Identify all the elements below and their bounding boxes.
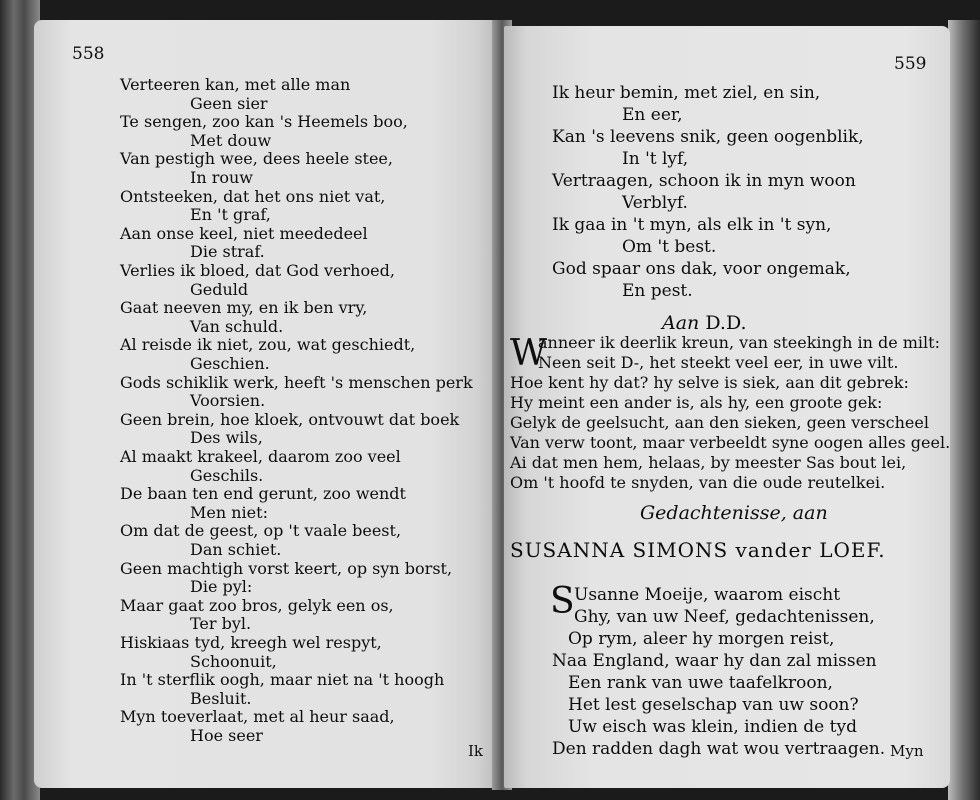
verse-line: In rouw [190, 168, 253, 187]
verse-line: Ik gaa in 't myn, als elk in 't syn, [552, 215, 832, 235]
verse-line: Ter byl. [190, 614, 252, 634]
verse-line: Men niet: [190, 502, 268, 522]
epigram-line: Neen seit D-, het steekt veel eer, in uwe vilt. [538, 353, 899, 372]
verse-line: En 't graf, [190, 205, 271, 225]
verse-line: Van schuld. [190, 316, 284, 336]
verse-line: Geschils. [190, 465, 264, 485]
drop-cap: W [510, 333, 548, 374]
verse-line: Geschien. [190, 354, 270, 373]
verse-line: Besluit. [190, 688, 252, 708]
verse-line: Geen sier [190, 93, 268, 113]
verse-line: Verteeren kan, met alle man [120, 75, 351, 94]
section-heading [662, 312, 747, 334]
verse-line: Vertraagen, schoon ik in myn woon [552, 171, 856, 191]
verse-line: Den radden dagh wat wou vertraagen. [552, 739, 886, 759]
verse-line: Al reisde ik niet, zou, wat geschiedt, [120, 335, 416, 355]
verse-line: Al maakt krakeel, daarom zoo veel [120, 447, 401, 466]
verse-line: Een rank van uwe taafelkroon, [568, 673, 833, 693]
verse-line: Om 't best. [622, 237, 717, 257]
verse-line: Gods schiklik werk, heeft 's menschen perk [120, 372, 473, 392]
verse-line: Hiskiaas tyd, kreegh wel respyt, [120, 633, 382, 652]
verse-line: De baan ten end gerunt, zoo wendt [120, 484, 406, 504]
verse-line: Op rym, aleer hy morgen reist, [568, 629, 835, 649]
epigram-line: anneer ik deerlik kreun, van steekingh in de milt: [538, 333, 940, 352]
verse-line: Myn toeverlaat, met al heur saad, [120, 707, 395, 727]
catchword: Myn [890, 742, 924, 760]
verse-line: Schoonuit, [190, 651, 277, 671]
epigram-line: Hoe kent hy dat? hy selve is siek, aan dit gebrek: [510, 373, 909, 392]
book-edge-right [948, 20, 980, 800]
verse-line: Om dat de geest, op 't vaale beest, [120, 521, 402, 541]
verse-line: Ik heur bemin, met ziel, en sin, [552, 83, 821, 103]
page-number-right: 559 [894, 54, 927, 74]
memorial-title: SUSANNA SIMONS vander LOEF. [510, 538, 886, 562]
verse-line: Verblyf. [622, 193, 688, 213]
verse-line: Kan 's leevens snik, geen oogenblik, [552, 127, 864, 147]
verse-line: Verlies ik bloed, dat God verhoed, [120, 261, 395, 280]
epigram-line: Om 't hoofd te snyden, van die oude reutelkei. [510, 473, 886, 492]
verse-line: Van pestigh wee, dees heele stee, [120, 149, 393, 169]
verse-line: Geen machtigh vorst keert, op syn borst, [120, 558, 453, 578]
verse-line: Des wils, [190, 428, 263, 448]
page-number-left: 558 [72, 44, 105, 64]
verse-line: Die pyl: [190, 577, 253, 597]
verse-line: Hoe seer [190, 726, 263, 745]
verse-line: Maar gaat zoo bros, gelyk een os, [120, 595, 394, 615]
left-page-tail [34, 20, 500, 788]
verse-line: Geduld [190, 279, 249, 299]
verse-line: God spaar ons dak, voor ongemak, [552, 259, 851, 279]
verse-line: Ontsteeken, dat het ons niet vat, [120, 186, 386, 206]
verse-line: Met douw [190, 130, 272, 150]
verse-line: Die straf. [190, 242, 265, 262]
verse-line: Ghy, van uw Neef, gedachtenissen, [574, 607, 875, 627]
epigram-line: Hy meint een ander is, als hy, een groote gek: [510, 393, 883, 412]
memorial-subheading: Gedachtenisse, aan [640, 502, 828, 524]
epigram-line: Gelyk de geelsucht, aan den sieken, geen verscheel [510, 413, 929, 432]
epigram-line: Ai dat men hem, helaas, by meester Sas bout lei, [510, 453, 907, 472]
heading-prefix: Aan [662, 312, 700, 334]
verse-line: Gaat neeven my, en ik ben vry, [120, 298, 368, 318]
catchword: Ik [468, 742, 484, 760]
verse-line: En eer, [622, 105, 683, 125]
verse-line: Usanne Moeije, waarom eischt [574, 585, 841, 605]
epigram-line: Van verw toont, maar verbeeldt syne oogen alles geel. [510, 433, 950, 452]
verse-line: En pest. [622, 281, 693, 301]
verse-line: Voorsien. [190, 391, 266, 411]
verse-line: In 't sterflik oogh, maar niet na 't hoogh [120, 670, 445, 690]
verse-line: Uw eisch was klein, indien de tyd [568, 717, 857, 737]
heading-name: D.D. [705, 312, 747, 334]
drop-cap: S [550, 581, 575, 622]
verse-line: Dan schiet. [190, 540, 282, 559]
verse-line: Geen brein, hoe kloek, ontvouwt dat boek [120, 409, 460, 429]
verse-line: Naa England, waar hy dan zal missen [552, 651, 877, 671]
verse-line: Aan onse keel, niet meededeel [120, 223, 368, 243]
verse-line: Het lest geselschap van uw soon? [568, 695, 859, 715]
right-page [504, 26, 950, 788]
verse-line: Te sengen, zoo kan 's Heemels boo, [120, 112, 408, 132]
verse-line: In 't lyf, [622, 149, 689, 169]
